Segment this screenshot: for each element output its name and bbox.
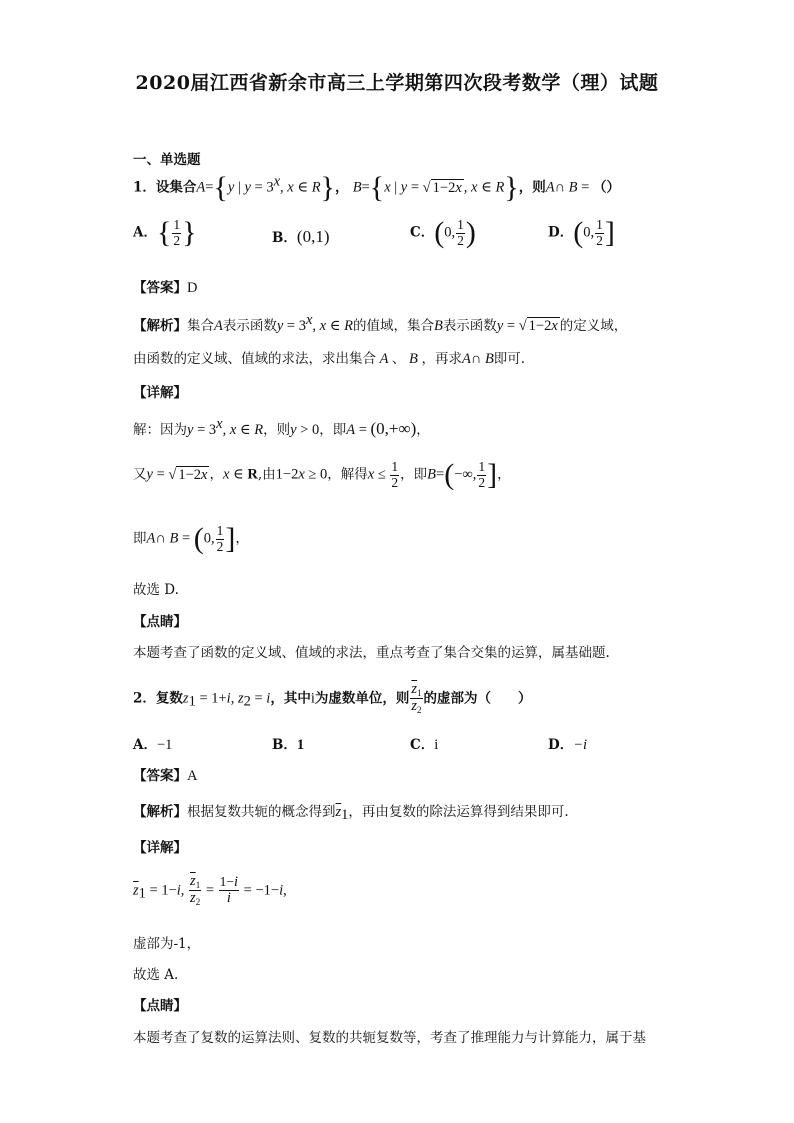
question-1-option-a: A．{ $\frac{1}{2}$ } xyxy=(133,216,197,249)
page-title: 2020届江西省新余市高三上学期第四次段考数学（理）试题 xyxy=(135,72,659,94)
question-1-stem: 1．设集合A={y | $y = 3^x$, x ∈ R}， B={x | y = √ 1−2x , x ∈ R}，则A∩ B = （） xyxy=(133,171,620,204)
question-2-option-d: D．−i xyxy=(548,737,588,753)
question-1-detail-tag: 【详解】 xyxy=(133,385,187,401)
question-2-comment: 本题考查了复数的运算法则、复数的共轭复数等，考查了推理能力与计算能力，属于基 xyxy=(133,1030,646,1046)
question-1-comment-tag: 【点睛】 xyxy=(133,614,187,630)
question-2-stem: 2．复数$z_1 = 1+i$, $z_2 = i$，其中i为虚数单位，则 $\frac{\overline{z}_1}{z_2}$ 的虚部为（ ） xyxy=(133,681,532,716)
question-2-imag-part: 虚部为-1， xyxy=(133,936,201,952)
question-1-conclusion: 故选 D. xyxy=(133,582,179,598)
question-1-option-d: D．(0, $\frac{1}{2}$ ] xyxy=(548,216,615,249)
question-1-analysis-line2: 由函数的定义域、值域的求法，求出集合 A 、 B ，再求A∩ B即可. xyxy=(133,351,526,367)
question-2-conclusion: 故选 A. xyxy=(133,967,179,983)
question-1-option-b: B．(0,1) xyxy=(272,227,330,246)
question-2-detail-tag: 【详解】 xyxy=(133,840,187,856)
question-1-detail-line3: 即A∩ B = (0, $\frac{1}{2}$ ]， xyxy=(133,522,249,555)
question-2-option-a: A．−1 xyxy=(133,737,173,753)
question-2-comment-tag: 【点睛】 xyxy=(133,998,187,1014)
question-1-comment: 本题考查了函数的定义域、值域的求法，重点考查了集合交集的运算，属基础题. xyxy=(133,645,610,661)
question-2-detail-formula: $\overline{z}_1 = 1-i$, $\frac{\overline{z}_1}{z_2}$ = $\frac{1-i}{i}$ = −1−i, xyxy=(133,873,287,908)
section-heading: 一、单选题 xyxy=(133,152,201,168)
question-2-analysis: 【解析】根据复数共轭的概念得到$\overline{z}_1$，再由复数的除法运算得到结果即可. xyxy=(133,804,569,823)
question-2-option-c: C．i xyxy=(410,737,439,753)
question-1-option-c: C．(0, $\frac{1}{2}$ ) xyxy=(410,216,476,249)
question-1-detail-line2: 又y = √ 1−2x ，x ∈ R,由1−2x ≥ 0，解得x ≤ $\frac{1}{2}$ ，即B=(−∞, $\frac{1}{2}$ ]， xyxy=(133,458,511,491)
question-2-answer: 【答案】A xyxy=(133,768,198,784)
question-1-detail-line1: 解：因为$y = 3^x$, x ∈ R，则y > 0，即A = (0,+∞)， xyxy=(133,416,430,438)
question-2-option-b: B．1 xyxy=(272,737,305,753)
question-1-answer: 【答案】D xyxy=(133,280,198,296)
question-1-analysis: 【解析】集合A表示函数$y = 3^x$, x ∈ R的值域，集合B表示函数y = √ 1−2x 的定义域， xyxy=(133,312,628,334)
